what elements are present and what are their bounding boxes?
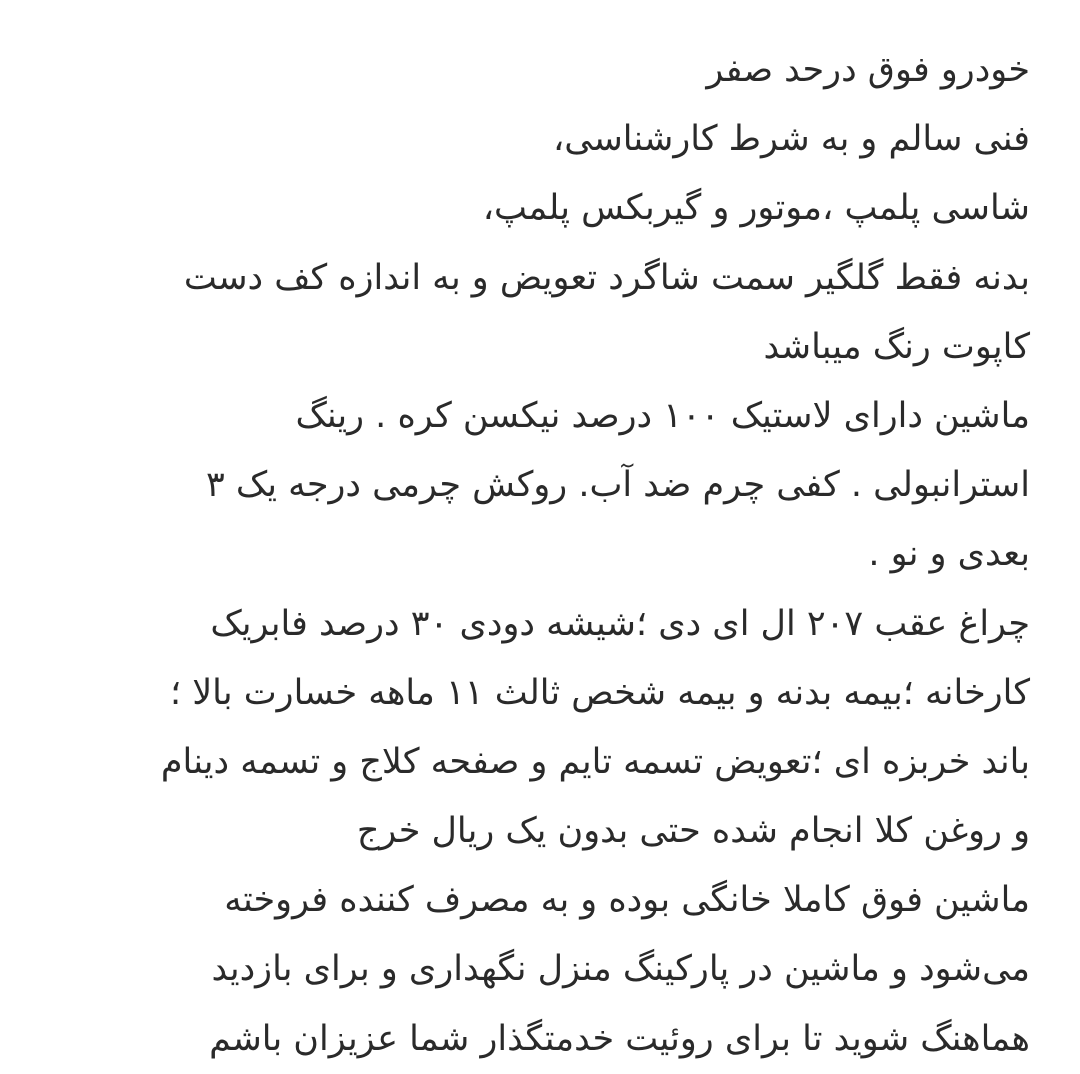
text-line-15: هماهنگ شوید تا برای روئیت خدمتگذار شما عزیزان باشم [209,1018,1030,1059]
text-line-1: خودرو فوق درحد صفر [706,50,1030,90]
text-line-11: باند خربزه ای ؛تعویض تسمه تایم و صفحه کلاج و تسمه دینام [160,741,1030,782]
text-line-8: بعدی و نو . [868,534,1030,575]
text-line-9: چراغ عقب ۲۰۷ ال ای دی ؛شیشه دودی ۳۰ درصد فابریک [210,603,1030,644]
text-line-10: کارخانه ؛بیمه بدنه و بیمه شخص ثالث ۱۱ ماهه خسارت بالا ؛ [169,672,1030,713]
text-line-14: می‌شود و ماشین در پارکینگ منزل نگهداری و برای بازدید [211,949,1030,990]
text-line-4: بدنه فقط گلگیر سمت شاگرد تعویض و به اندازه کف دست [183,257,1030,298]
text-line-6: ماشین دارای لاستیک ۱۰۰ درصد نیکسن کره . رینگ [295,395,1030,436]
text-line-5: کاپوت رنگ میباشد [763,326,1030,367]
text-line-3: شاسی پلمپ ،موتور و گیربکس پلمپ، [482,188,1030,229]
text-line-12: و روغن کلا انجام شده حتی بدون یک ریال خرج [356,811,1030,852]
text-line-7: استرانبولی . کفی چرم ضد آب. روکش چرمی درجه یک ۳ [205,465,1030,506]
ad-description [30,36,1030,1074]
text-line-13: ماشین فوق کاملا خانگی بوده و به مصرف کننده فروخته [224,880,1030,921]
text-line-2: فنی سالم و به شرط کارشناسی، [552,119,1030,160]
